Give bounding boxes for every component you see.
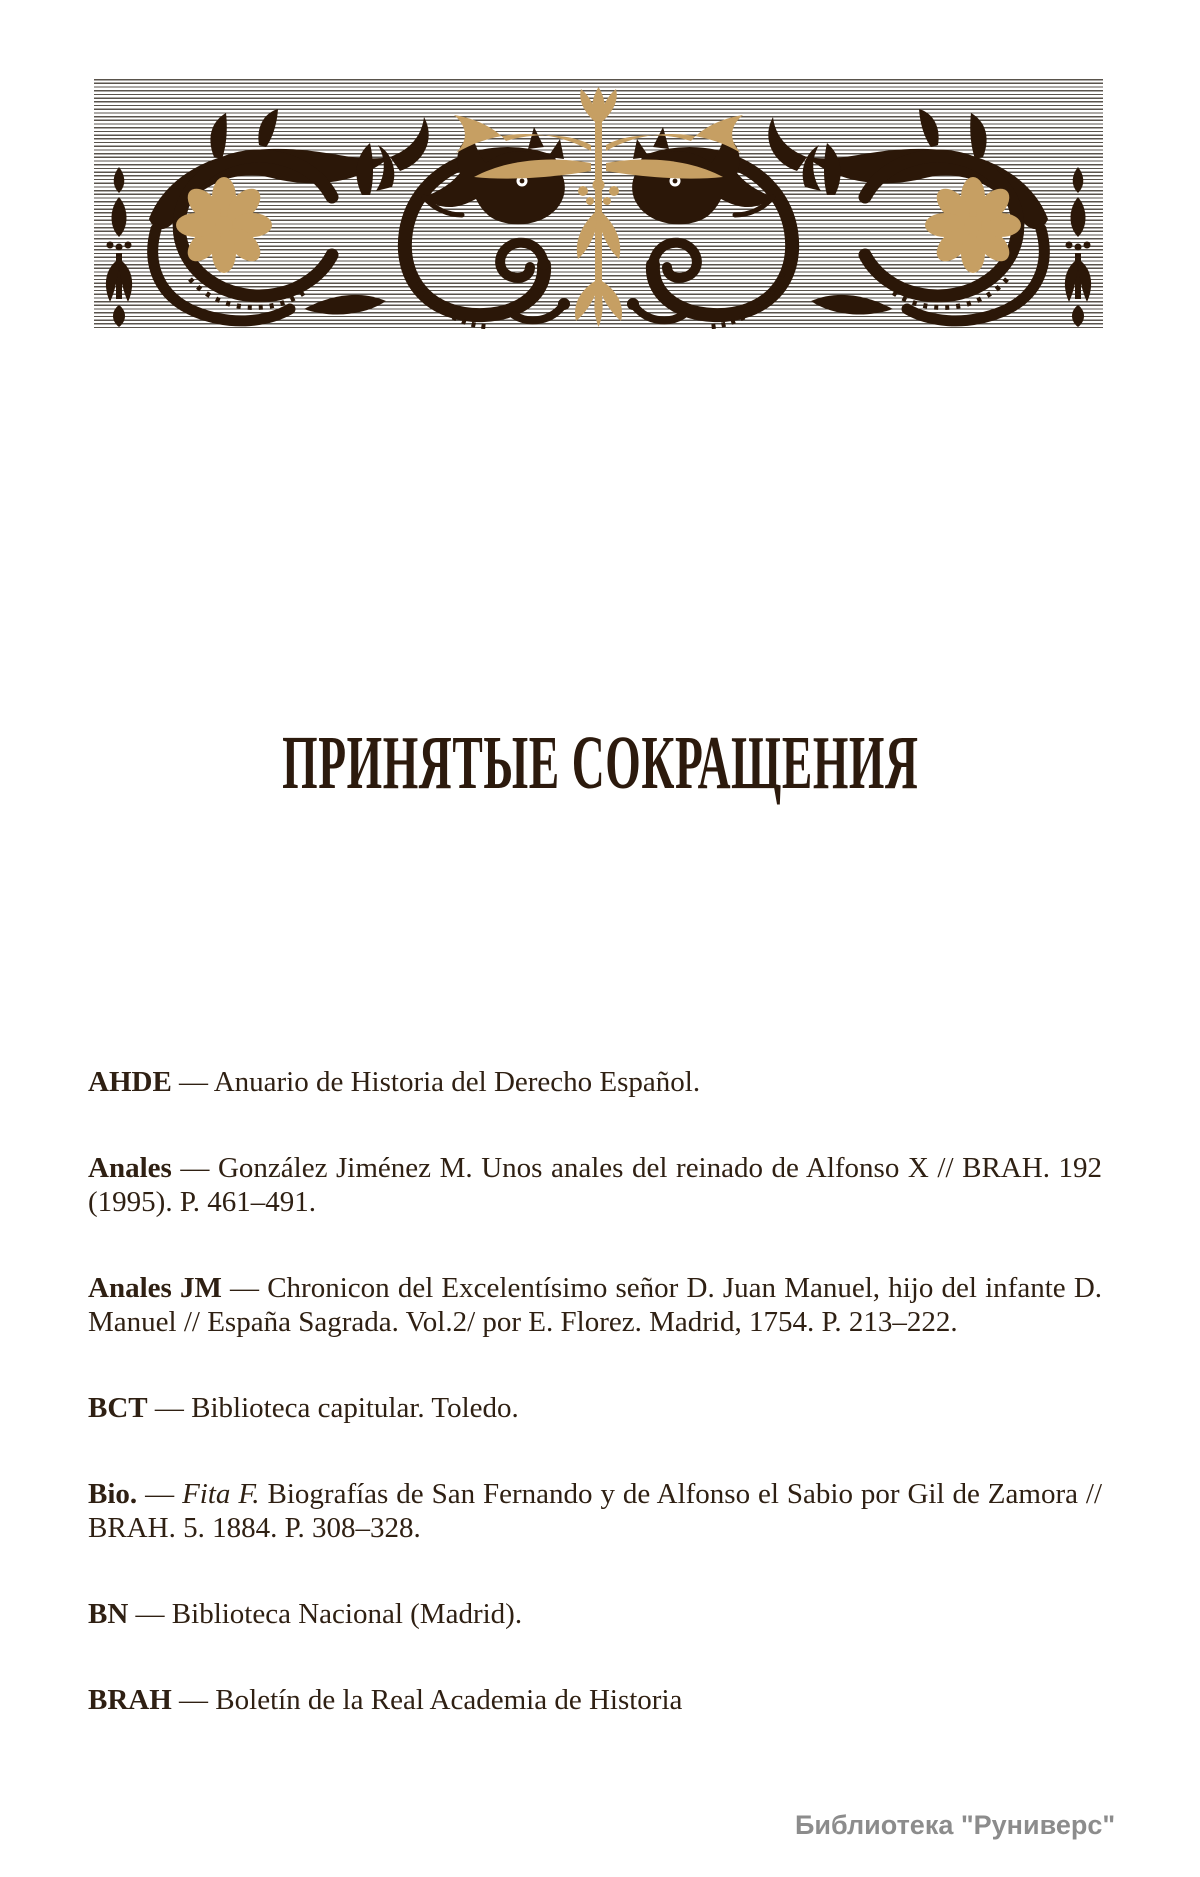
entry-dash: —: [179, 1684, 209, 1716]
entry-italic: Fita F.: [182, 1478, 260, 1510]
entry-dash: —: [145, 1478, 175, 1510]
entry-text: Biblioteca Nacional (Madrid).: [171, 1598, 523, 1630]
abbreviation-entry: [88, 1477, 1102, 1545]
left-scroll-group: [106, 109, 570, 327]
entry-abbr: BN: [88, 1598, 129, 1630]
entry-text: Anuario de Historia del Derecho Español.: [213, 1066, 701, 1098]
abbreviation-entry: [88, 1683, 1102, 1717]
entry-abbr: AHDE: [88, 1066, 172, 1098]
page-title: [0, 723, 1200, 803]
headpiece-ornament: [94, 79, 1103, 329]
entry-dash: —: [154, 1392, 184, 1424]
entry-abbr: Anales: [88, 1152, 172, 1184]
abbreviation-entry: [88, 1271, 1102, 1339]
entry-abbr: BRAH: [88, 1684, 172, 1716]
entry-text: Chronicon del Excelentísimo señor D. Juan Manuel, hijo del infante D. Manuel // España Sagrada. Vol.2/ por E. Florez. Madrid, 1754. P. 213–222.: [88, 1272, 1103, 1338]
entry-text: Biblioteca capitular. Toledo.: [191, 1392, 519, 1424]
runivers-watermark: Библиотека "Руниверс": [795, 1810, 1116, 1840]
right-scroll-group: [627, 109, 1091, 327]
entry-text: Biografías de San Fernando y de Alfonso el Sabio por Gil de Zamora // BRAH. 5. 1884. P. 308–328.: [88, 1478, 1103, 1544]
entry-abbr: Bio.: [88, 1478, 138, 1510]
entry-dash: —: [179, 1066, 209, 1098]
abbreviation-list: [88, 1065, 1102, 1717]
entry-text: González Jiménez M. Unos anales del reinado de Alfonso X // BRAH. 192 (1995). P. 461–491.: [88, 1152, 1103, 1218]
entry-dash: —: [230, 1272, 260, 1304]
headpiece-ornament-drawing: [94, 79, 1103, 329]
entry-abbr: BCT: [88, 1392, 148, 1424]
abbreviation-entry: [88, 1065, 1102, 1099]
page-title-text: ПРИНЯТЫЕ СОКРАЩЕНИЯ: [281, 721, 919, 805]
entry-text: Boletín de la Real Academia de Historia: [215, 1684, 683, 1716]
abbreviation-entry: [88, 1597, 1102, 1631]
entry-dash: —: [135, 1598, 165, 1630]
entry-dash: —: [180, 1152, 210, 1184]
abbreviation-entry: [88, 1151, 1102, 1219]
abbreviation-entry: [88, 1391, 1102, 1425]
entry-abbr: Anales JM: [88, 1272, 222, 1304]
